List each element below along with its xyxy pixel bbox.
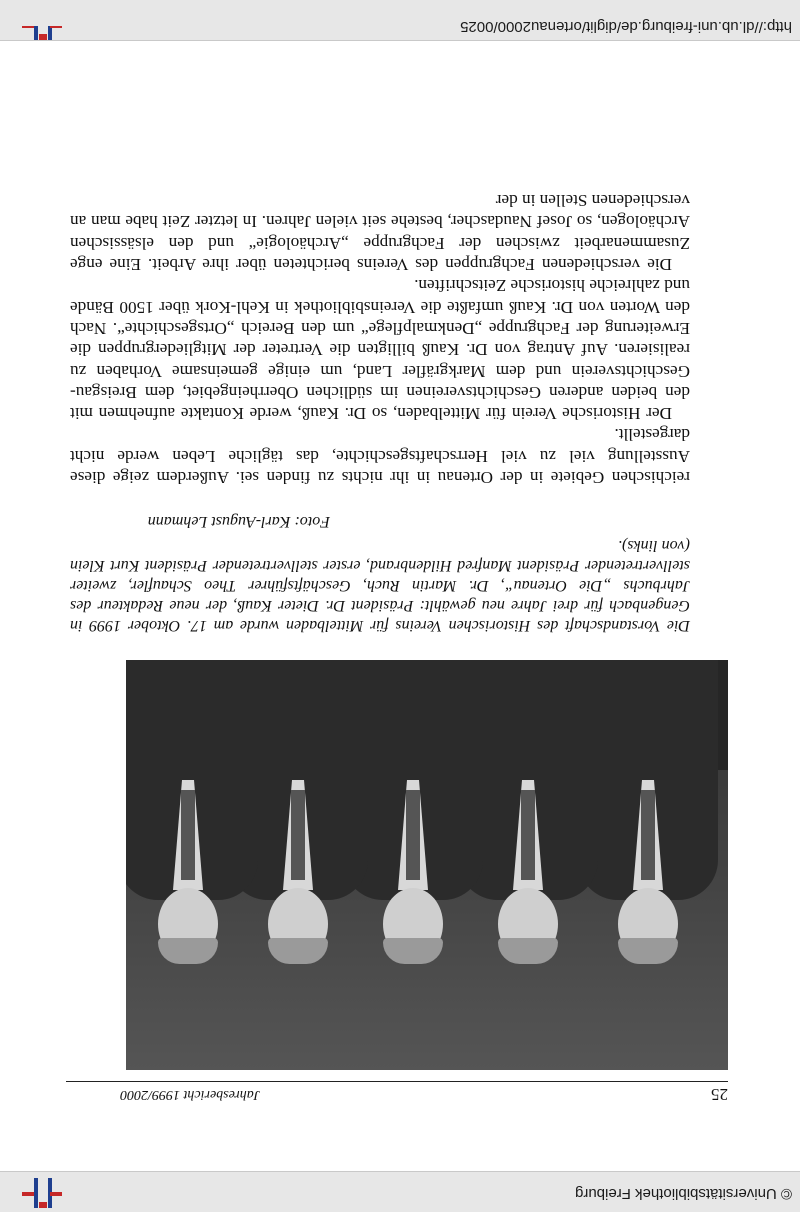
page-number: 25 [711,1085,728,1104]
running-title: Jahresbericht 1999/2000 [120,1087,260,1102]
group-photo [126,660,728,1070]
paragraph: Die verschiedenen Fachgruppen des Vereins berichteten über ihre Arbeit. Eine enge Zusammenarbeit zwischen der Fachgruppe „Archäologie“ und den elsässischen Archäologen, so Josef Naudascher, bestehe seit vielen Jahren. In letzter Zeit habe man an verschiedenen Stellen in der [70,191,690,275]
library-logo-icon [22,1176,62,1208]
paragraph: reichischen Gebiete in der Ortenau in ihr nichts zu finden sei. Außerdem zeige diese Ausstellung viel zu viel Herrschaftsgeschichte, das tägliche Leben werde nicht dargestellt. [70,425,690,487]
paragraph: Der Historische Verein für Mittelbaden, so Dr. Kauß, werde Kontakte aufnehmen mit den beiden anderen Geschichtsvereinen im südlichen Oberrheingebiet, dem Breisgau-Geschichtsverein und dem Markgräfler Land, um einige gemeinsame Vorhaben zu realisieren. Auf Antrag von Dr. Kauß billigten die Vertreter der Mitgliedergruppen die Erweiterung der Fachgruppe „Denkmalpflege“ um den Bereich „Ortsgeschichte“. Nach den Worten von Dr. Kauß umfaßte die Vereinsbibliothek in Kehl-Kork über 1500 Bände und zahlreiche historische Zeitschriften. [70,276,690,424]
photo-caption: Die Vorstandschaft des Historischen Vereins für Mittelbaden wurde am 17. Oktober 1999 in Gengenbach für drei Jahre neu gewählt: Präsident Dr. Dieter Kauß, der neue Redakteur des Jahrbuchs „Die Ortenau“, Dr. Martin Ruch, Geschäftsführer Theo Schaufler, zweiter stellvertretender Präsident Manfred Hildenbrand, erster stellvertretender Präsident Kurt Klein (von links). [70,537,690,634]
copyright-text: © Universitätsbibliothek Freiburg [575,1185,792,1202]
viewer-top-bar [0,1171,800,1212]
header-rule [66,1081,728,1082]
library-logo-icon [22,26,62,40]
permalink-url[interactable]: http://dl.ub.uni-freiburg.de/diglit/ortenau2000/0025 [460,18,792,35]
photo-credit: Foto: Karl-August Lehmann [147,513,330,530]
body-text [70,190,690,488]
viewer-bottom-bar [0,0,800,41]
